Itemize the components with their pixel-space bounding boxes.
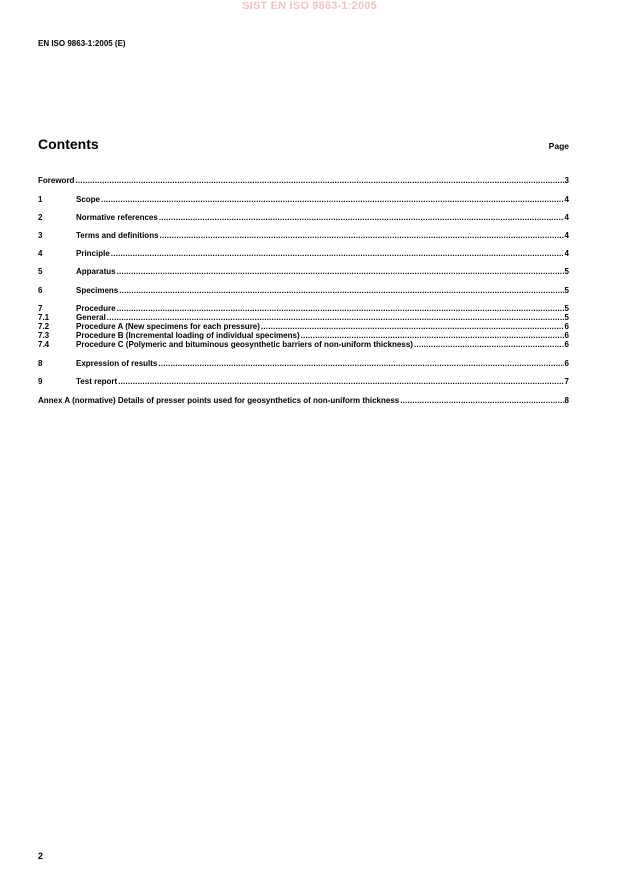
toc-entry-title: Procedure B (Incremental loading of individual specimens) (76, 331, 300, 340)
toc-entry-page: 6 (564, 340, 569, 349)
page-column-label: Page (548, 141, 569, 151)
toc-entry-title: Expression of results (76, 359, 158, 368)
toc-entry-number: 7.3 (38, 331, 50, 340)
toc-leader-dots (101, 195, 564, 204)
toc-entry-number: 7.4 (38, 340, 50, 349)
toc-entry-page: 4 (564, 231, 569, 240)
toc-leader-dots (111, 249, 564, 258)
toc-entry-page: 5 (564, 267, 569, 276)
watermark: SIST EN ISO 9863-1:2005 (242, 0, 377, 12)
toc-entry[interactable] (38, 231, 569, 240)
toc-leader-dots (414, 340, 564, 349)
toc-entry-page: 4 (564, 195, 569, 204)
toc-entry-number: 1 (38, 195, 43, 204)
toc-entry[interactable] (38, 331, 569, 340)
toc-entry-title: Annex A (normative) Details of presser points used for geosynthetics of non-uniform thickness (38, 396, 400, 405)
toc-entry-title: Foreword (38, 176, 75, 185)
toc-entry-number: 4 (38, 249, 43, 258)
toc-entry-page: 5 (564, 286, 569, 295)
toc-entry-title: General (76, 313, 106, 322)
toc-leader-dots (301, 331, 564, 340)
toc-entry-number: 7 (38, 304, 43, 313)
toc-entry-page: 5 (564, 304, 569, 313)
page-number: 2 (38, 851, 44, 861)
toc-leader-dots (75, 176, 563, 185)
contents-heading: Contents (38, 136, 99, 152)
toc-entry[interactable] (38, 176, 569, 185)
toc-leader-dots (119, 286, 563, 295)
toc-entry[interactable] (38, 340, 569, 349)
toc-entry-title: Scope (76, 195, 101, 204)
toc-entry[interactable] (38, 213, 569, 222)
toc-entry-title: Principle (76, 249, 110, 258)
toc-leader-dots (118, 377, 563, 386)
toc-entry[interactable] (38, 313, 569, 322)
toc-entry-number: 5 (38, 267, 43, 276)
toc-entry-page: 4 (564, 213, 569, 222)
toc-leader-dots (158, 359, 563, 368)
toc-entry[interactable] (38, 377, 569, 386)
toc-entry-page: 7 (564, 377, 569, 386)
toc-entry-number: 6 (38, 286, 43, 295)
toc-leader-dots (117, 304, 564, 313)
toc-entry[interactable] (38, 304, 569, 313)
toc-entry[interactable] (38, 396, 569, 405)
toc-leader-dots (261, 322, 564, 331)
toc-entry-number: 9 (38, 377, 43, 386)
toc-entry[interactable] (38, 286, 569, 295)
toc-leader-dots (159, 213, 564, 222)
toc-entry-page: 6 (564, 322, 569, 331)
toc-entry[interactable] (38, 359, 569, 368)
toc-entry-number: 3 (38, 231, 43, 240)
toc-entry-number: 8 (38, 359, 43, 368)
toc-entry[interactable] (38, 195, 569, 204)
document-id: EN ISO 9863-1:2005 (E) (38, 39, 126, 48)
toc-entry-title: Procedure A (New specimens for each pressure) (76, 322, 260, 331)
toc-leader-dots (400, 396, 563, 405)
toc-entry-page: 8 (564, 396, 569, 405)
toc-entry-page: 6 (564, 359, 569, 368)
toc-entry[interactable] (38, 322, 569, 331)
toc-leader-dots (107, 313, 564, 322)
toc-entry-title: Normative references (76, 213, 158, 222)
toc-entry-number: 7.1 (38, 313, 50, 322)
toc-entry[interactable] (38, 267, 569, 276)
toc-entry-title: Apparatus (76, 267, 116, 276)
toc-entry-title: Procedure C (Polymeric and bituminous geosynthetic barriers of non-uniform thickness) (76, 340, 413, 349)
toc-entry-page: 6 (564, 331, 569, 340)
toc-entry-title: Specimens (76, 286, 119, 295)
toc-entry-page: 3 (564, 176, 569, 185)
toc-leader-dots (117, 267, 564, 276)
toc-entry-page: 5 (564, 313, 569, 322)
toc-entry-title: Terms and definitions (76, 231, 159, 240)
toc-entry-title: Test report (76, 377, 118, 386)
toc-entry-number: 2 (38, 213, 43, 222)
toc-entry-page: 4 (564, 249, 569, 258)
toc-leader-dots (160, 231, 564, 240)
toc-entry-number: 7.2 (38, 322, 50, 331)
toc-entry[interactable] (38, 249, 569, 258)
toc-entry-title: Procedure (76, 304, 116, 313)
